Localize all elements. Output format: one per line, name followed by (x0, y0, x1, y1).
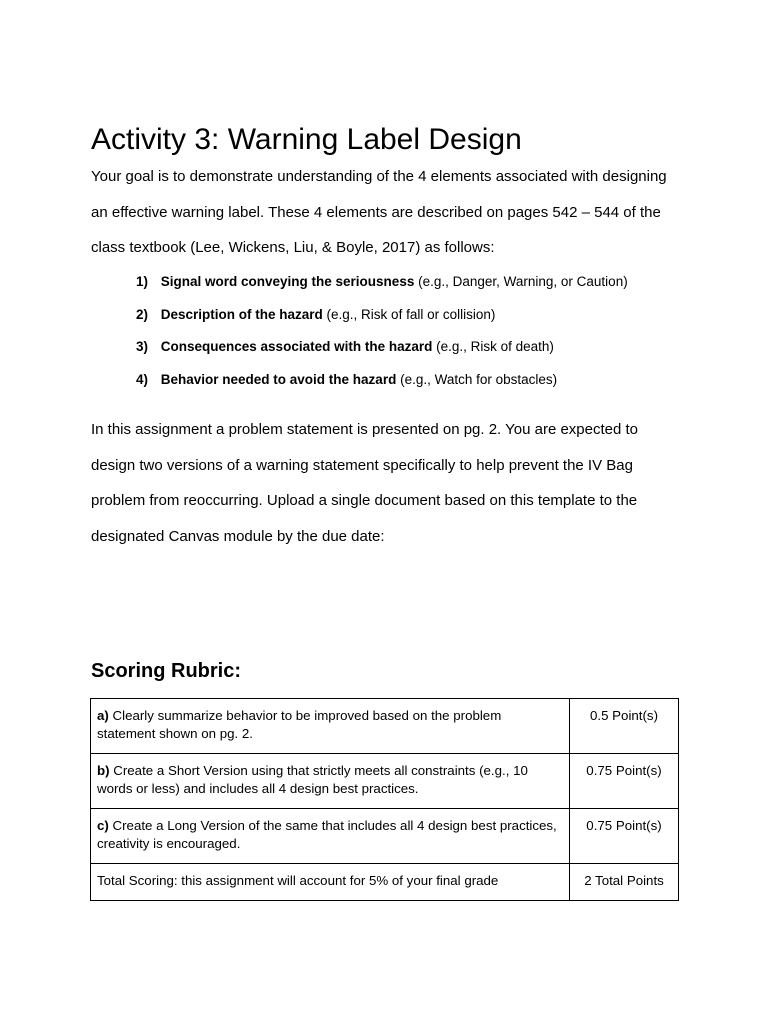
rubric-criterion (91, 699, 570, 754)
table-row (91, 809, 679, 864)
assignment-line: problem from reoccurring. Upload a single document based on this template to the (91, 492, 638, 509)
criterion-tag: a) (97, 708, 109, 723)
warning-elements-list (136, 266, 628, 397)
intro-paragraph (91, 159, 691, 266)
element-example: (e.g., Risk of fall or collision) (322, 306, 496, 322)
rubric-points: 0.75 Point(s) (570, 809, 679, 864)
assignment-line: design two versions of a warning statement specifically to help prevent the IV Bag (91, 456, 633, 474)
intro-line: an effective warning label. These 4 elements are described on pages 542 – 544 of the (91, 203, 661, 221)
rubric-criterion (91, 809, 570, 864)
criterion-text: Create a Long Version of the same that includes all 4 design best practices, creativity is encouraged. (97, 818, 557, 851)
list-item (136, 299, 628, 332)
criterion-text: Total Scoring: this assignment will account for 5% of your final grade (97, 873, 499, 888)
element-example: (e.g., Watch for obstacles) (396, 372, 558, 388)
criterion-tag: c) (97, 818, 109, 833)
rubric-total-points: 2 Total Points (570, 864, 679, 901)
rubric-total (91, 864, 570, 901)
assignment-line: In this assignment a problem statement is presented on pg. 2. You are expected to (91, 421, 639, 438)
element-example: (e.g., Danger, Warning, or Caution) (414, 274, 628, 289)
element-name: Behavior needed to avoid the hazard (160, 372, 397, 388)
criterion-tag: b) (97, 763, 110, 778)
criterion-text: Create a Short Version using that strictly meets all constraints (e.g., 10 words or less) and includes all 4 design best practices. (97, 763, 528, 796)
assignment-line: designated Canvas module by the due date: (91, 527, 385, 545)
rubric-points: 0.75 Point(s) (570, 754, 679, 809)
scoring-rubric-table (90, 698, 679, 901)
table-row (91, 754, 679, 809)
assignment-paragraph (91, 412, 691, 554)
list-item (136, 266, 628, 299)
list-number: 4) (136, 372, 149, 388)
page-title: Activity 3: Warning Label Design (91, 123, 522, 156)
intro-line: class textbook (Lee, Wickens, Liu, & Boyle, 2017) as follows: (91, 239, 495, 256)
rubric-heading: Scoring Rubric: (91, 660, 242, 682)
element-name: Signal word conveying the seriousness (160, 274, 415, 289)
list-item (136, 364, 628, 397)
list-number: 2) (136, 306, 149, 322)
rubric-criterion (91, 754, 570, 809)
table-row (91, 699, 679, 754)
list-number: 3) (136, 339, 149, 355)
element-name: Description of the hazard (160, 306, 323, 322)
list-item (136, 331, 628, 364)
criterion-text: Clearly summarize behavior to be improved based on the problem statement shown on pg. 2. (97, 708, 502, 741)
rubric-points: 0.5 Point(s) (570, 699, 679, 754)
element-example: (e.g., Risk of death) (432, 339, 554, 355)
table-row (91, 864, 679, 901)
list-number: 1) (136, 274, 149, 289)
intro-line: Your goal is to demonstrate understanding of the 4 elements associated with designing (91, 168, 667, 185)
element-name: Consequences associated with the hazard (160, 339, 433, 355)
